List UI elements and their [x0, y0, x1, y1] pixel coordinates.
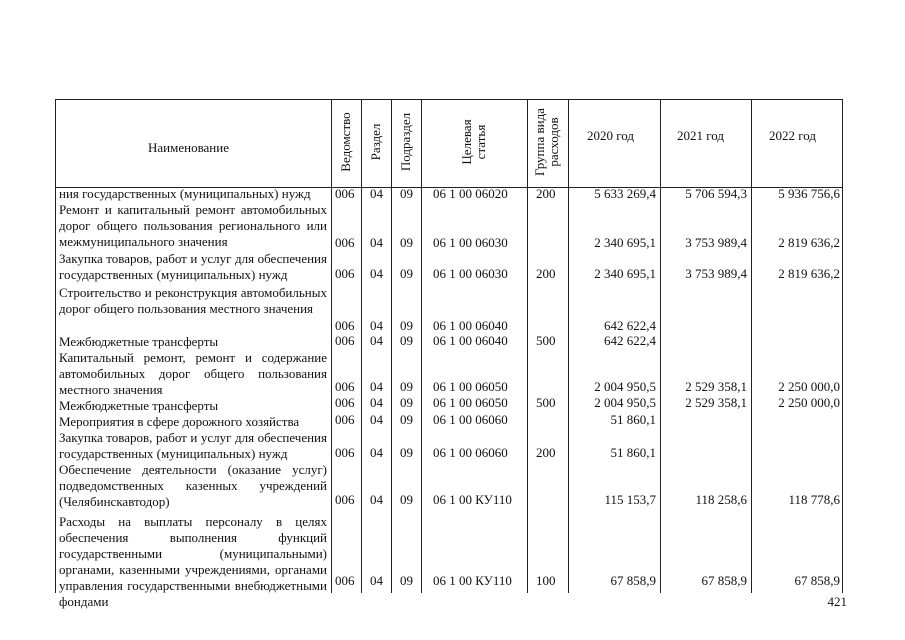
- row-value-2020: 67 858,9: [610, 573, 656, 588]
- table-top-border: [55, 99, 842, 100]
- header-2021: 2021 год: [677, 128, 724, 143]
- row-podrazdel: 09: [400, 395, 413, 410]
- row-name: Обеспечение деятельности (оказание услуг) подведомственных казенных учреждений (Челябинскавтодор): [59, 462, 327, 509]
- row-name: Мероприятия в сфере дорожного хозяйства: [59, 414, 300, 429]
- row-value-2021: 67 858,9: [701, 573, 747, 588]
- row-razdel: 04: [370, 395, 383, 410]
- header-name: Наименование: [148, 140, 229, 155]
- row-target: 06 1 00 06050: [433, 395, 508, 410]
- col-border-8: [751, 99, 752, 593]
- row-name: Межбюджетные трансферты: [59, 334, 219, 349]
- row-target: 06 1 00 КУ110: [433, 492, 512, 507]
- row-value-2020: 51 860,1: [610, 445, 656, 460]
- col-border-6: [568, 99, 569, 593]
- row-podrazdel: 09: [400, 266, 413, 281]
- row-group: 200: [536, 445, 556, 460]
- row-target: 06 1 00 06040: [433, 333, 508, 348]
- col-border-1: [331, 99, 332, 593]
- row-vedomstvo: 006: [335, 266, 355, 281]
- row-name: Строительство и реконструкция автомобильных дорог общего пользования местного значения: [59, 285, 327, 316]
- header-razdel: Раздел: [368, 123, 383, 161]
- row-value-2022: 2 819 636,2: [778, 235, 840, 250]
- row-razdel: 04: [370, 266, 383, 281]
- row-razdel: 04: [370, 573, 383, 588]
- col-border-2: [361, 99, 362, 593]
- row-podrazdel: 09: [400, 235, 413, 250]
- header-podrazdel: Подраздел: [398, 112, 413, 172]
- row-value-2020: 115 153,7: [604, 492, 656, 507]
- row-group: 200: [536, 186, 556, 201]
- row-value-2021: 2 529 358,1: [685, 395, 747, 410]
- row-podrazdel: 09: [400, 492, 413, 507]
- header-target: [460, 102, 488, 182]
- row-group: 200: [536, 266, 556, 281]
- row-razdel: 04: [370, 235, 383, 250]
- row-value-2021: 118 258,6: [695, 492, 747, 507]
- row-name: Расходы на выплаты персоналу в целях обеспечения выполнения функций государственными (муниципальными) органами, казенными учреждениями, органами управления государственными внебюджетными фондами: [59, 514, 327, 609]
- row-value-2020: 51 860,1: [610, 412, 656, 427]
- row-razdel: 04: [370, 318, 383, 333]
- row-target: 06 1 00 06060: [433, 445, 508, 460]
- col-border-5: [527, 99, 528, 593]
- row-target: 06 1 00 06020: [433, 186, 508, 201]
- row-group: 100: [536, 573, 556, 588]
- row-target: 06 1 00 06060: [433, 412, 508, 427]
- row-value-2022: 67 858,9: [794, 573, 840, 588]
- header-2022: 2022 год: [769, 128, 816, 143]
- col-border-4: [421, 99, 422, 593]
- row-value-2020: 642 622,4: [604, 318, 656, 333]
- header-group-text: Группа вида расходов: [532, 108, 561, 176]
- row-target: 06 1 00 06050: [433, 379, 508, 394]
- row-vedomstvo: 006: [335, 318, 355, 333]
- row-value-2020: 2 340 695,1: [594, 266, 656, 281]
- row-name: Закупка товаров, работ и услуг для обеспечения государственных (муниципальных) нужд: [59, 430, 327, 461]
- col-border-0: [55, 99, 56, 593]
- row-value-2020: 2 340 695,1: [594, 235, 656, 250]
- row-podrazdel: 09: [400, 186, 413, 201]
- row-target: 06 1 00 КУ110: [433, 573, 512, 588]
- row-value-2021: 2 529 358,1: [685, 379, 747, 394]
- row-value-2022: 118 778,6: [788, 492, 840, 507]
- row-vedomstvo: 006: [335, 186, 355, 201]
- row-name: Капитальный ремонт, ремонт и содержание автомобильных дорог общего пользования местного значения: [59, 350, 327, 397]
- row-target: 06 1 00 06030: [433, 235, 508, 250]
- row-value-2020: 2 004 950,5: [594, 379, 656, 394]
- row-vedomstvo: 006: [335, 379, 355, 394]
- row-value-2021: 5 706 594,3: [685, 186, 747, 201]
- header-target-text: Целевая статья: [459, 119, 488, 165]
- header-vedomstvo: Ведомство: [338, 112, 353, 172]
- row-value-2020: 2 004 950,5: [594, 395, 656, 410]
- row-vedomstvo: 006: [335, 235, 355, 250]
- row-vedomstvo: 006: [335, 333, 355, 348]
- col-border-9: [842, 99, 843, 593]
- header-2020: 2020 год: [587, 128, 634, 143]
- row-razdel: 04: [370, 445, 383, 460]
- row-name: ния государственных (муниципальных) нужд: [59, 186, 311, 201]
- row-vedomstvo: 006: [335, 573, 355, 588]
- row-vedomstvo: 006: [335, 395, 355, 410]
- row-group: 500: [536, 395, 556, 410]
- row-vedomstvo: 006: [335, 445, 355, 460]
- row-value-2022: 2 819 636,2: [778, 266, 840, 281]
- row-value-2020: 642 622,4: [604, 333, 656, 348]
- row-value-2021: 3 753 989,4: [685, 235, 747, 250]
- row-razdel: 04: [370, 333, 383, 348]
- row-podrazdel: 09: [400, 573, 413, 588]
- row-target: 06 1 00 06040: [433, 318, 508, 333]
- col-border-7: [660, 99, 661, 593]
- row-vedomstvo: 006: [335, 412, 355, 427]
- row-value-2022: 2 250 000,0: [778, 379, 840, 394]
- row-value-2021: 3 753 989,4: [685, 266, 747, 281]
- row-podrazdel: 09: [400, 412, 413, 427]
- row-name: Межбюджетные трансферты: [59, 398, 219, 413]
- row-name: Ремонт и капитальный ремонт автомобильных дорог общего пользования регионального или межмуниципального значения: [59, 202, 327, 249]
- row-value-2022: 5 936 756,6: [778, 186, 840, 201]
- row-podrazdel: 09: [400, 333, 413, 348]
- row-razdel: 04: [370, 186, 383, 201]
- row-podrazdel: 09: [400, 445, 413, 460]
- page-number: 421: [827, 594, 847, 609]
- row-vedomstvo: 006: [335, 492, 355, 507]
- row-value-2020: 5 633 269,4: [594, 186, 656, 201]
- row-razdel: 04: [370, 412, 383, 427]
- row-podrazdel: 09: [400, 379, 413, 394]
- col-border-3: [391, 99, 392, 593]
- row-podrazdel: 09: [400, 318, 413, 333]
- row-target: 06 1 00 06030: [433, 266, 508, 281]
- row-group: 500: [536, 333, 556, 348]
- row-razdel: 04: [370, 379, 383, 394]
- row-name: Закупка товаров, работ и услуг для обеспечения государственных (муниципальных) нужд: [59, 251, 327, 282]
- row-razdel: 04: [370, 492, 383, 507]
- row-value-2022: 2 250 000,0: [778, 395, 840, 410]
- header-group: [533, 100, 561, 184]
